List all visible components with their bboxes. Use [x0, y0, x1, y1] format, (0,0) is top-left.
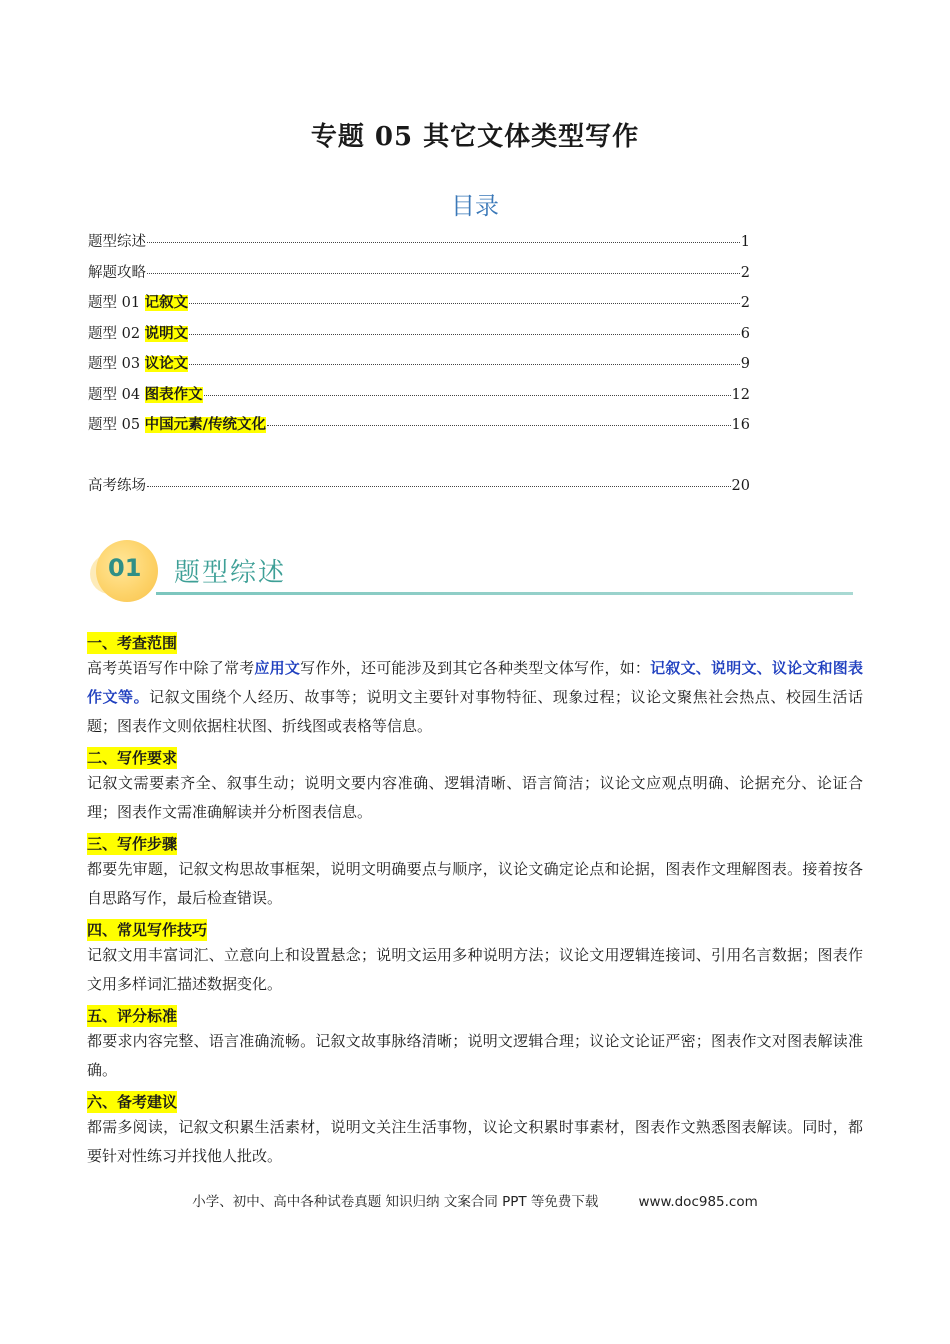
- section-paragraph: 记叙文用丰富词汇、立意向上和设置悬念；说明文运用多种说明方法；议论文用逻辑连接词、引用名言数据；图表作文用多样词汇描述数据变化。: [87, 946, 863, 993]
- toc-item-highlight: 中国元素/传统文化: [144, 417, 266, 433]
- toc-leader-dots: [189, 364, 740, 365]
- section-heading: 五、评分标准: [87, 1007, 178, 1025]
- toc-item[interactable]: [88, 261, 750, 292]
- toc-item-label: 题型 01: [88, 295, 145, 311]
- toc-item-label: 题型 04: [88, 386, 145, 403]
- toc-item-label: 高考练场: [88, 477, 146, 494]
- banner-underline: [156, 592, 853, 595]
- section-heading: 二、写作要求: [87, 749, 178, 767]
- section-banner: [90, 536, 855, 604]
- emphasis-text: 应用文: [254, 659, 301, 677]
- toc-item[interactable]: [88, 291, 750, 322]
- section-heading: 四、常见写作技巧: [87, 921, 208, 939]
- toc-leader-dots: [147, 486, 731, 487]
- toc-item-label: 题型 03: [88, 356, 145, 372]
- toc-item-label: 解题攻略: [88, 264, 146, 281]
- toc-page-number: 12: [731, 386, 750, 403]
- toc-leader-dots: [267, 425, 731, 426]
- emphasis-text: 记叙文、说明文、议论文和图表作文等。: [87, 659, 863, 706]
- toc-heading: 目录: [451, 192, 499, 220]
- section-heading: 六、备考建议: [87, 1093, 178, 1111]
- toc-item[interactable]: [88, 352, 750, 383]
- toc-item[interactable]: [88, 230, 750, 261]
- toc-page-number: 6: [740, 325, 750, 342]
- section-heading: 三、写作步骤: [87, 835, 178, 853]
- page-title: 专题 05 其它文体类型写作: [310, 122, 640, 152]
- section-paragraph: 记叙文需要素齐全、叙事生动；说明文要内容准确、逻辑清晰、语言简洁；议论文应观点明确、论据充分、论证合理；图表作文需准确解读并分析图表信息。: [87, 774, 863, 821]
- toc-page-number: 1: [740, 234, 750, 250]
- toc-item-highlight: 说明文: [144, 325, 189, 342]
- toc-leader-dots: [147, 242, 740, 243]
- section-heading: 一、考查范围: [87, 634, 178, 652]
- toc-item-highlight: 记叙文: [144, 295, 189, 311]
- table-of-contents: [88, 230, 750, 504]
- text-run: 写作外，还可能涉及到其它各种类型文体写作，如：: [300, 659, 651, 677]
- footer-text: 小学、初中、高中各种试卷真题 知识归纳 文案合同 PPT 等免费下载: [192, 1194, 599, 1210]
- toc-item-highlight: 议论文: [144, 356, 189, 372]
- toc-item-label: 题型综述: [88, 234, 146, 250]
- section-paragraph: 都要求内容完整、语言准确流畅。记叙文故事脉络清晰；说明文逻辑合理；议论文论证严密；图表作文对图表解读准确。: [87, 1032, 863, 1079]
- overview-content: [87, 628, 863, 1173]
- footer-site-link[interactable]: www.doc985.com: [638, 1194, 758, 1210]
- section-paragraph: 都要先审题，记叙文构思故事框架，说明文明确要点与顺序，议论文确定论点和论据，图表作文理解图表。接着按各自思路写作，最后检查错误。: [87, 860, 863, 907]
- section-paragraph: 都需多阅读，记叙文积累生活素材，说明文关注生活事物，议论文积累时事素材，图表作文熟悉图表解读。同时，都要针对性练习并找他人批改。: [87, 1118, 863, 1165]
- section-paragraph: [87, 654, 863, 741]
- toc-page-number: 9: [740, 356, 750, 372]
- toc-page-number: 20: [731, 477, 750, 494]
- toc-page-number: 2: [740, 295, 750, 311]
- toc-item[interactable]: [88, 474, 750, 505]
- toc-leader-dots: [189, 334, 740, 335]
- banner-number: 01: [108, 554, 142, 582]
- text-run: 记叙文围绕个人经历、故事等；说明文主要针对事物特征、现象过程；议论文聚焦社会热点、校园生活话题；图表作文则依据柱状图、折线图或表格等信息。: [87, 688, 863, 735]
- toc-item-highlight: 图表作文: [144, 386, 203, 403]
- toc-page-number: 16: [731, 417, 750, 433]
- toc-item[interactable]: [88, 413, 750, 444]
- toc-item-label: 题型 05: [88, 417, 145, 433]
- toc-leader-dots: [204, 395, 731, 396]
- toc-page-number: 2: [740, 264, 750, 281]
- toc-leader-dots: [189, 303, 740, 304]
- banner-title: 题型综述: [174, 558, 287, 588]
- toc-item[interactable]: [88, 383, 750, 414]
- toc-item[interactable]: [88, 322, 750, 353]
- text-run: 高考英语写作中除了常考: [87, 659, 255, 677]
- toc-leader-dots: [147, 273, 740, 274]
- toc-item-label: 题型 02: [88, 325, 145, 342]
- page-footer: [0, 1190, 950, 1210]
